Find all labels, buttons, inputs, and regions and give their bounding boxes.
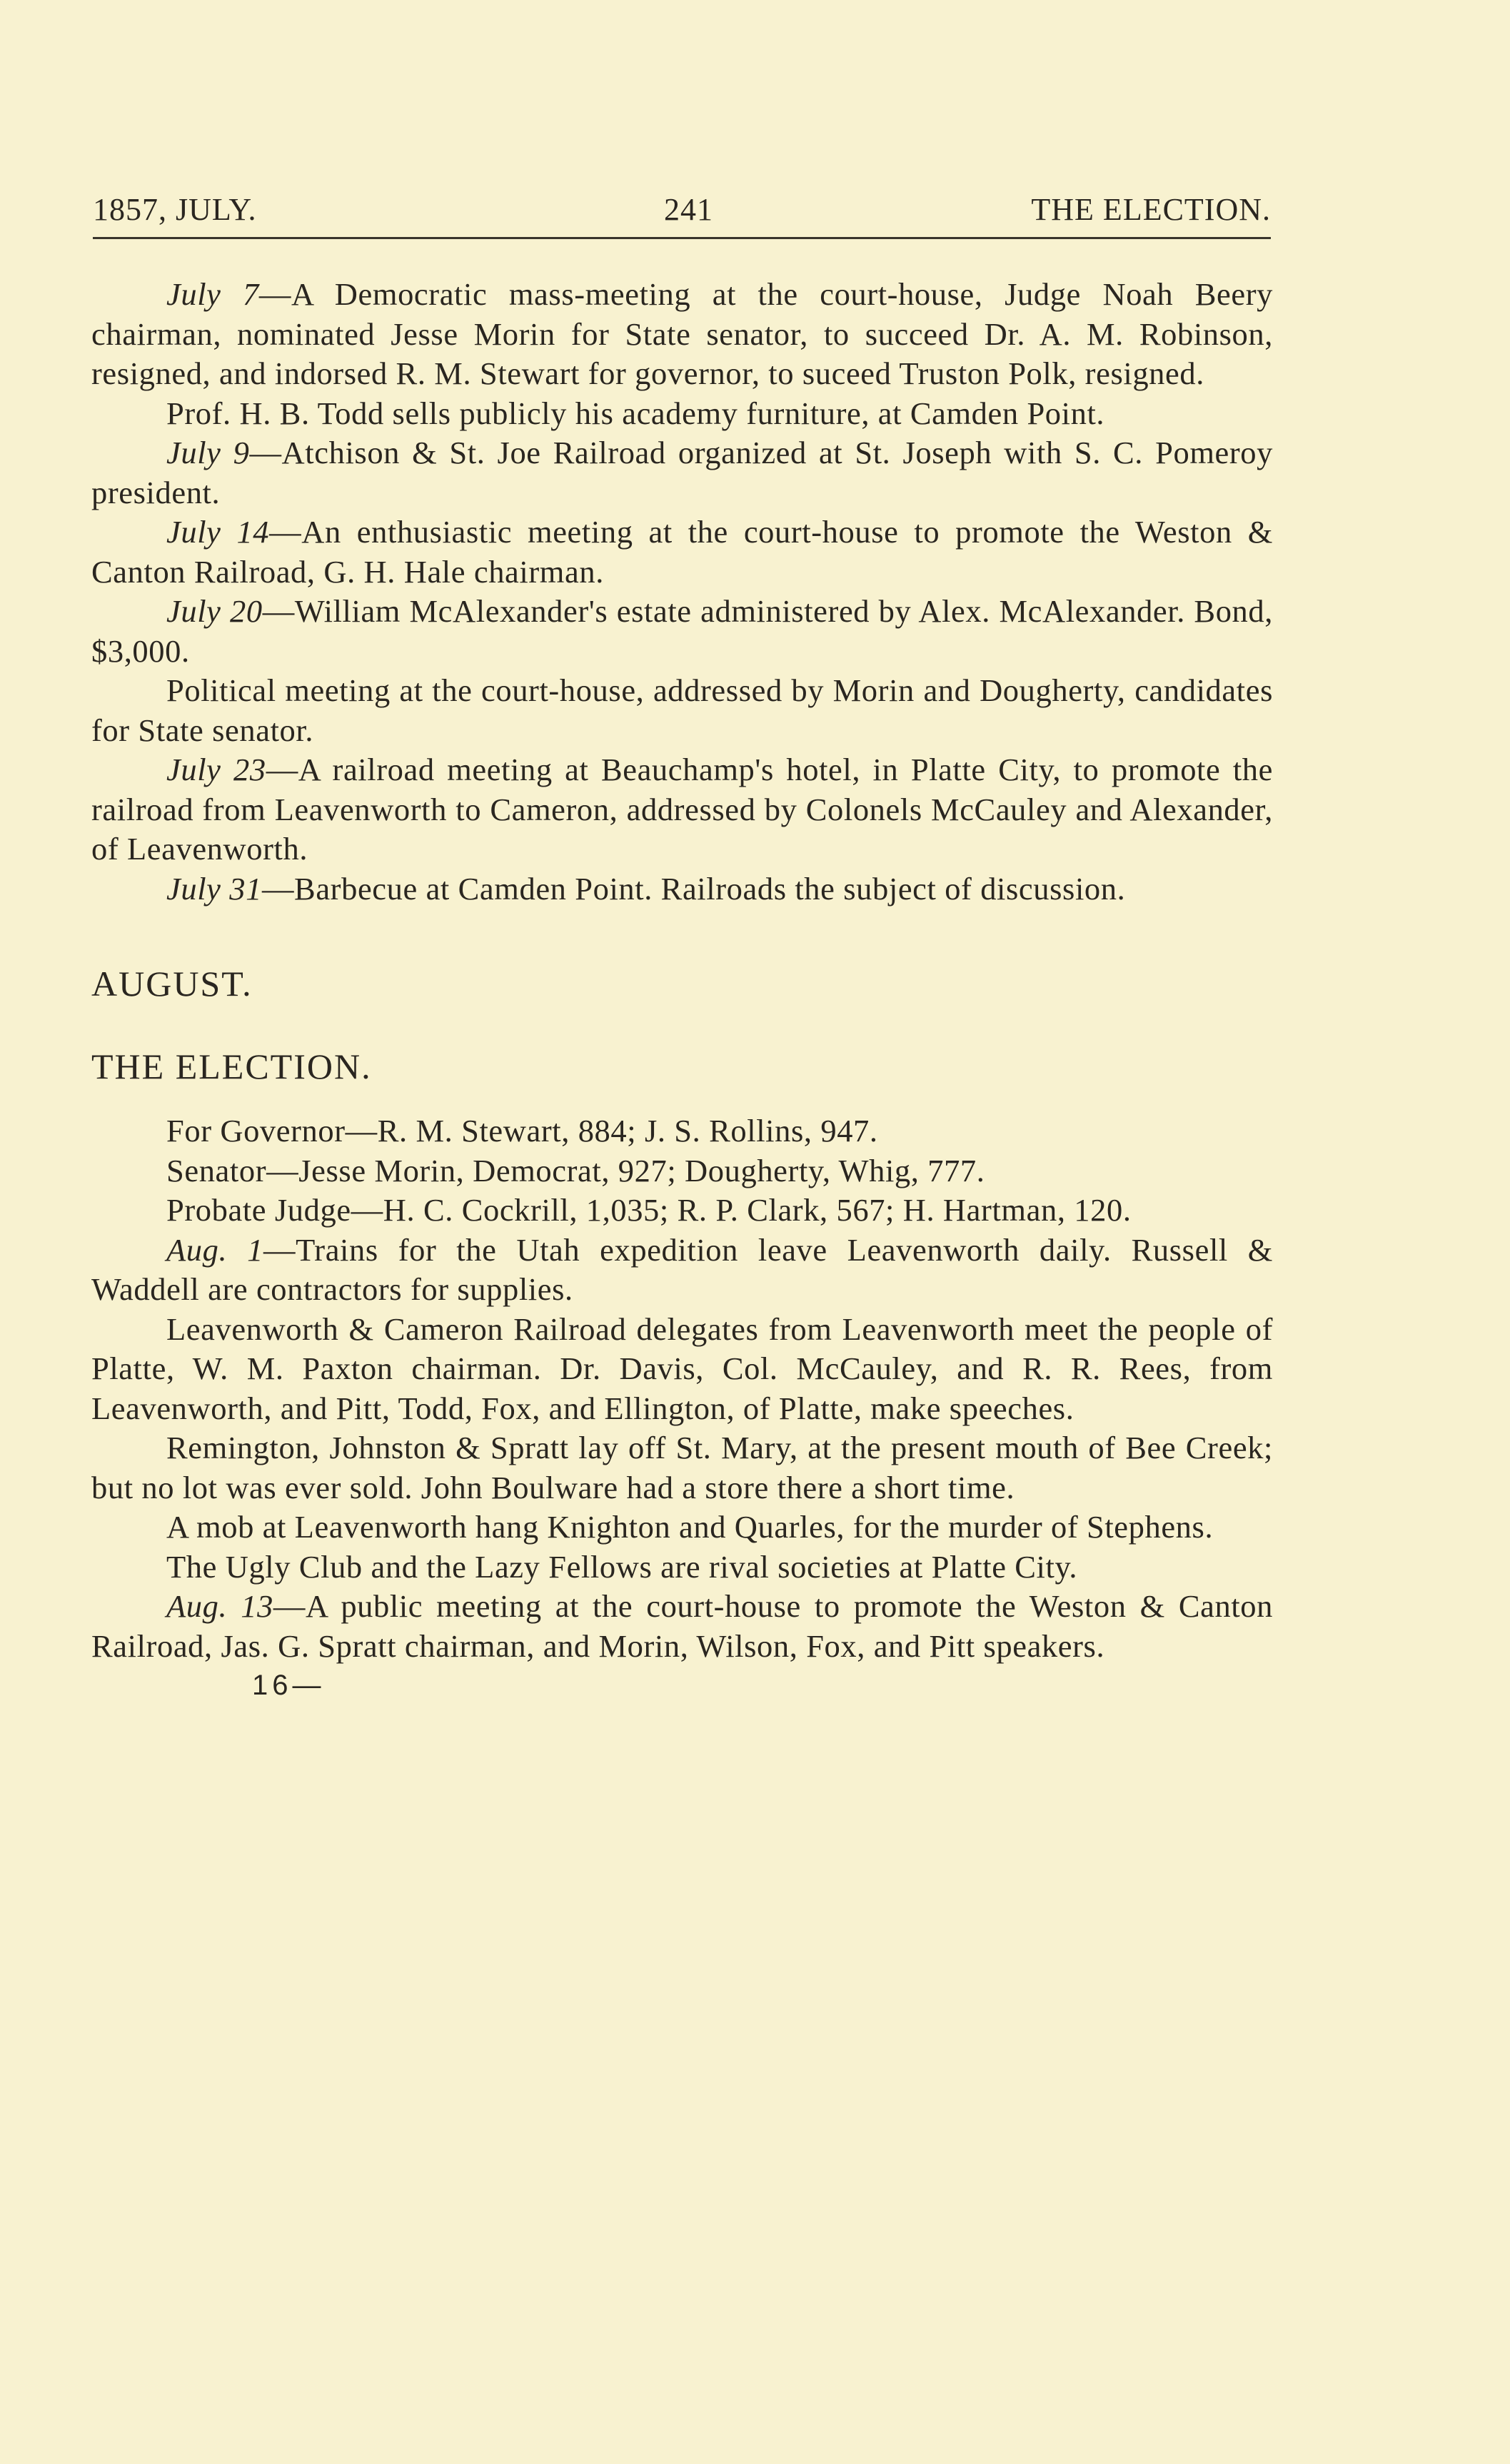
- election-senator: Senator—Jesse Morin, Democrat, 927; Dougherty, Whig, 777.: [166, 1152, 985, 1188]
- entry-july-31: [91, 869, 1273, 909]
- entry-aug-1: [91, 1231, 1273, 1310]
- page-number: 241: [664, 192, 713, 227]
- entry-date: July 7: [166, 276, 259, 312]
- entry-text: —William McAlexander's estate administered by Alex. McAlexander. Bond, $3,000.: [91, 593, 1273, 669]
- entry-july-14: [91, 513, 1273, 592]
- election-probate-judge: Probate Judge—H. C. Cockrill, 1,035; R. P. Clark, 567; H. Hartman, 120.: [166, 1192, 1132, 1228]
- sub-heading: THE ELECTION.: [91, 1046, 372, 1086]
- entry-rival-societies: [91, 1547, 1273, 1587]
- running-header: [93, 191, 1271, 234]
- entry-political-meeting: [91, 671, 1273, 750]
- entry-st-mary: [91, 1428, 1273, 1508]
- entry-july-9: [91, 433, 1273, 513]
- entry-text: —Trains for the Utah expedition leave Leavenworth daily. Russell & Waddell are contractors for supplies.: [91, 1231, 1273, 1307]
- entry-date: Aug. 13: [166, 1588, 273, 1624]
- entry-date: July 31: [166, 870, 262, 907]
- entry-text: —Barbecue at Camden Point. Railroads the subject of discussion.: [261, 870, 1126, 907]
- page-body: [91, 275, 1273, 1706]
- election-governor: For Governor—R. M. Stewart, 884; J. S. Rollins, 947.: [166, 1113, 878, 1148]
- entry-july-20: [91, 592, 1273, 671]
- section-heading: AUGUST.: [91, 964, 253, 1004]
- entry-text: —A Democratic mass-meeting at the court-house, Judge Noah Beery chairman, nominated Jesse Morin for State senator, to succeed Dr. A. M. Robinson, resigned, and indorsed R. M. Stewart for governor, to suceed Truston Polk, resigned.: [91, 276, 1274, 391]
- entry-july-7: [91, 275, 1273, 394]
- entry-date: Aug. 1: [166, 1231, 263, 1268]
- entry-text: —An enthusiastic meeting at the court-house to promote the Weston & Canton Railroad, G. H. Hale chairman.: [91, 514, 1273, 590]
- header-title: THE ELECTION.: [1031, 192, 1271, 227]
- entry-date: July 23: [166, 752, 266, 787]
- signature-mark: 16—: [252, 1670, 326, 1701]
- entry-date: July 9: [166, 435, 250, 470]
- entry-text: Prof. H. B. Todd sells publicly his academy furniture, at Camden Point.: [166, 395, 1105, 431]
- header-year-month: 1857, JULY.: [93, 192, 257, 227]
- entry-mob: [91, 1508, 1273, 1547]
- entry-text: Political meeting at the court-house, addressed by Morin and Dougherty, candidates for State senator.: [91, 672, 1273, 748]
- entry-date: July 20: [166, 593, 263, 629]
- header-rule: [93, 237, 1271, 239]
- entry-text: Leavenworth & Cameron Railroad delegates from Leavenworth meet the people of Platte, W. M. Paxton chairman. Dr. Davis, Col. McCauley, and R. R. Rees, from Leavenworth, and Pitt, Todd, Fox, and Ellington, of Platte, make speeches.: [91, 1311, 1273, 1426]
- entry-todd-furniture: [91, 394, 1273, 434]
- entry-date: July 14: [166, 514, 270, 550]
- entry-text: A mob at Leavenworth hang Knighton and Quarles, for the murder of Stephens.: [166, 1509, 1214, 1545]
- entry-july-23: [91, 750, 1273, 869]
- entry-text: Remington, Johnston & Spratt lay off St. Mary, at the present mouth of Bee Creek; but no lot was ever sold. John Boulware had a store there a short time.: [91, 1430, 1273, 1505]
- entry-text: —A railroad meeting at Beauchamp's hotel, in Platte City, to promote the railroad from Leavenworth to Cameron, addressed by Colonels McCauley and Alexander, of Leavenworth.: [91, 752, 1273, 867]
- entry-text: —Atchison & St. Joe Railroad organized at St. Joseph with S. C. Pomeroy president.: [91, 435, 1273, 510]
- entry-railroad-delegates: [91, 1310, 1273, 1429]
- entry-text: The Ugly Club and the Lazy Fellows are rival societies at Platte City.: [166, 1548, 1078, 1585]
- entry-text: —A public meeting at the court-house to promote the Weston & Canton Railroad, Jas. G. Spratt chairman, and Morin, Wilson, Fox, and Pitt speakers.: [91, 1588, 1273, 1664]
- entry-aug-13: [91, 1587, 1273, 1666]
